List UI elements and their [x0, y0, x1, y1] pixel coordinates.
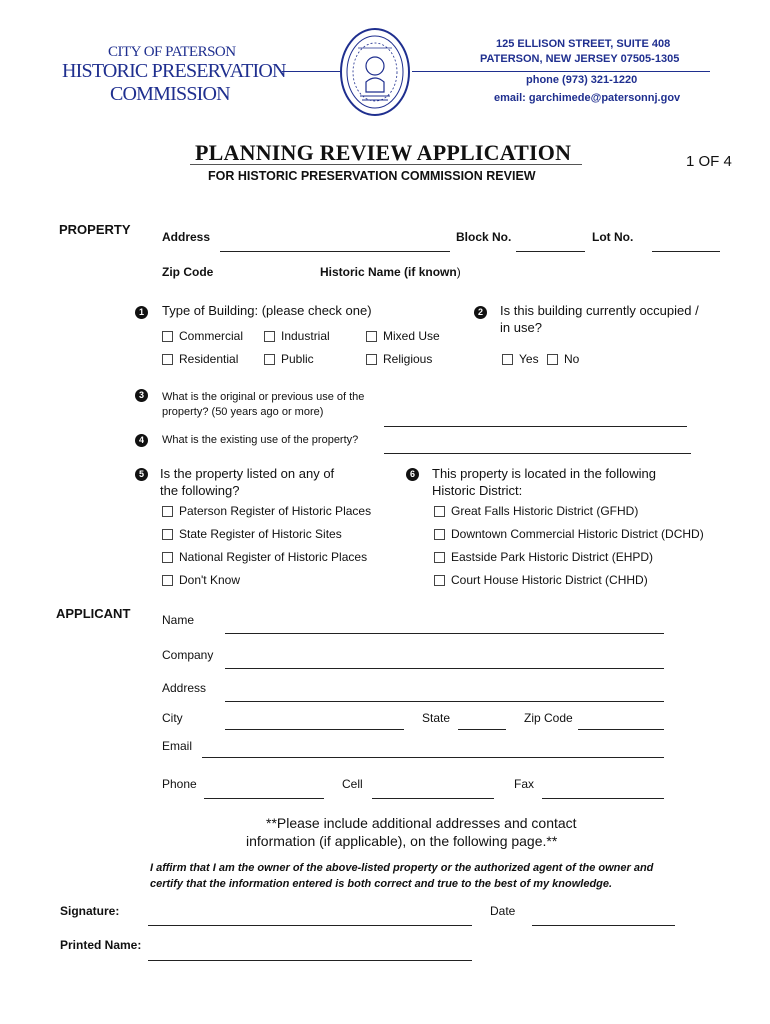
- applicant-company-label: Company: [162, 648, 214, 662]
- checkbox-commercial[interactable]: [162, 331, 173, 342]
- section-label-property: PROPERTY: [59, 222, 131, 237]
- address-label: Address: [162, 230, 211, 244]
- header-rule-right: [412, 71, 710, 72]
- q3-label-line2: property? (50 years ago or more): [162, 406, 324, 418]
- signature-label: Signature:: [60, 904, 120, 918]
- checkbox-chhd[interactable]: [434, 575, 445, 586]
- page-indicator: 1 OF 4: [686, 153, 732, 170]
- applicant-cell-field[interactable]: [372, 798, 494, 799]
- checkbox-dchd[interactable]: [434, 529, 445, 540]
- checkbox-religious[interactable]: [366, 354, 377, 365]
- question-number-6: 6: [406, 468, 419, 481]
- checkbox-ehpd[interactable]: [434, 552, 445, 563]
- option-ehpd-label: Eastside Park Historic District (EHPD): [451, 550, 654, 564]
- checkbox-public[interactable]: [264, 354, 275, 365]
- date-label: Date: [490, 904, 516, 918]
- form-title: PLANNING REVIEW APPLICATION: [195, 140, 572, 165]
- q4-answer-field[interactable]: [384, 453, 691, 454]
- q3-answer-field[interactable]: [384, 426, 687, 427]
- contact-address-line2: PATERSON, NEW JERSEY 07505-1305: [480, 53, 680, 65]
- applicant-email-field[interactable]: [202, 757, 664, 758]
- historic-name-label-paren: ): [456, 265, 461, 279]
- applicant-zip-field[interactable]: [578, 729, 664, 730]
- applicant-zip-label: Zip Code: [524, 711, 573, 725]
- historic-name-label-text: Historic Name (if known: [320, 265, 457, 279]
- option-paterson-register[interactable]: [162, 504, 371, 518]
- option-dont-know-label: Don't Know: [179, 573, 240, 587]
- applicant-fax-field[interactable]: [542, 798, 664, 799]
- checkbox-paterson-register[interactable]: [162, 506, 173, 517]
- form-title-underline: [190, 164, 582, 165]
- option-national-register-label: National Register of Historic Places: [179, 550, 368, 564]
- question-number-4: 4: [135, 434, 148, 447]
- applicant-state-label: State: [422, 711, 451, 725]
- question-number-3: 3: [135, 389, 148, 402]
- checkbox-no[interactable]: [547, 354, 558, 365]
- section-label-applicant: APPLICANT: [56, 606, 131, 621]
- option-commercial-label: Commercial: [179, 329, 244, 343]
- contact-address-line1: 125 ELLISON STREET, SUITE 408: [496, 38, 671, 50]
- q6-label-line1: This property is located in the following: [432, 466, 657, 481]
- option-mixed-use[interactable]: [366, 329, 440, 343]
- q3-label-line1: What is the original or previous use of the: [162, 391, 365, 403]
- option-residential[interactable]: [162, 352, 238, 366]
- applicant-name-label: Name: [162, 613, 195, 627]
- checkbox-dont-know[interactable]: [162, 575, 173, 586]
- q6-label-line2: Historic District:: [432, 483, 523, 498]
- q2-label-line1: Is this building currently occupied /: [500, 303, 699, 318]
- applicant-company-field[interactable]: [225, 668, 664, 669]
- org-name-line1: CITY OF PATERSON: [108, 44, 236, 60]
- checkbox-mixed-use[interactable]: [366, 331, 377, 342]
- date-field[interactable]: [532, 925, 675, 926]
- applicant-address-field[interactable]: [225, 701, 664, 702]
- option-religious-label: Religious: [383, 352, 433, 366]
- address-field[interactable]: [220, 251, 450, 252]
- lot-label: Lot No.: [592, 230, 634, 244]
- option-industrial-label: Industrial: [281, 329, 330, 343]
- contact-email: email: garchimede@patersonnj.gov: [494, 92, 681, 104]
- option-no-label: No: [564, 352, 580, 366]
- checkbox-gfhd[interactable]: [434, 506, 445, 517]
- applicant-city-label: City: [162, 711, 183, 725]
- additional-info-note-line2: information (if applicable), on the following page.**: [246, 833, 558, 849]
- checkbox-yes[interactable]: [502, 354, 513, 365]
- org-name-line2: HISTORIC PRESERVATION: [62, 60, 286, 82]
- option-chhd[interactable]: [434, 573, 648, 587]
- option-state-register-label: State Register of Historic Sites: [179, 527, 342, 541]
- printed-name-field[interactable]: [148, 960, 472, 961]
- additional-info-note-line1: **Please include additional addresses and contact: [266, 815, 577, 831]
- q5-label-line1: Is the property listed on any of: [160, 466, 335, 481]
- option-public[interactable]: [264, 352, 314, 366]
- question-number-2: 2: [474, 306, 487, 319]
- header-rule-left: [282, 71, 340, 72]
- q4-label: What is the existing use of the property?: [162, 434, 359, 446]
- option-no[interactable]: [547, 352, 579, 366]
- org-name-line3: COMMISSION: [110, 83, 230, 105]
- contact-phone: phone (973) 321-1220: [526, 74, 638, 86]
- option-dchd[interactable]: [434, 527, 704, 541]
- applicant-name-field[interactable]: [225, 633, 664, 634]
- checkbox-residential[interactable]: [162, 354, 173, 365]
- option-paterson-register-label: Paterson Register of Historic Places: [179, 504, 372, 518]
- option-gfhd[interactable]: [434, 504, 638, 518]
- checkbox-national-register[interactable]: [162, 552, 173, 563]
- block-label: Block No.: [456, 230, 512, 244]
- option-dchd-label: Downtown Commercial Historic District (DCHD): [451, 527, 704, 541]
- option-commercial[interactable]: [162, 329, 243, 343]
- checkbox-state-register[interactable]: [162, 529, 173, 540]
- applicant-fax-label: Fax: [514, 777, 535, 791]
- block-field[interactable]: [516, 251, 585, 252]
- question-number-5: 5: [135, 468, 148, 481]
- option-residential-label: Residential: [179, 352, 239, 366]
- printed-name-label: Printed Name:: [60, 938, 142, 952]
- option-yes[interactable]: [502, 352, 539, 366]
- zip-label: Zip Code: [162, 265, 214, 279]
- signature-field[interactable]: [148, 925, 472, 926]
- option-yes-label: Yes: [519, 352, 539, 366]
- option-public-label: Public: [281, 352, 314, 366]
- affirmation-line2: certify that the information entered is both correct and true to the best of my knowledge.: [150, 878, 613, 890]
- applicant-cell-label: Cell: [342, 777, 363, 791]
- historic-name-label: [320, 265, 461, 279]
- form-subtitle: FOR HISTORIC PRESERVATION COMMISSION REVIEW: [208, 169, 536, 183]
- option-ehpd[interactable]: [434, 550, 653, 564]
- applicant-email-label: Email: [162, 739, 193, 753]
- q1-label: Type of Building: (please check one): [162, 303, 372, 318]
- applicant-phone-label: Phone: [162, 777, 197, 791]
- option-religious[interactable]: [366, 352, 432, 366]
- checkbox-industrial[interactable]: [264, 331, 275, 342]
- applicant-phone-field[interactable]: [204, 798, 324, 799]
- option-industrial[interactable]: [264, 329, 330, 343]
- option-mixed-use-label: Mixed Use: [383, 329, 440, 343]
- option-chhd-label: Court House Historic District (CHHD): [451, 573, 648, 587]
- q5-label-line2: the following?: [160, 483, 240, 498]
- city-seal-icon: [338, 26, 412, 118]
- option-national-register[interactable]: [162, 550, 367, 564]
- option-state-register[interactable]: [162, 527, 342, 541]
- applicant-address-label: Address: [162, 681, 207, 695]
- question-number-1: 1: [135, 306, 148, 319]
- option-gfhd-label: Great Falls Historic District (GFHD): [451, 504, 639, 518]
- affirmation-line1: I affirm that I am the owner of the above-listed property or the authorized agent of the owner and: [150, 862, 654, 874]
- option-dont-know[interactable]: [162, 573, 240, 587]
- applicant-city-field[interactable]: [225, 729, 404, 730]
- lot-field[interactable]: [652, 251, 720, 252]
- q2-label-line2: in use?: [500, 320, 542, 335]
- applicant-state-field[interactable]: [458, 729, 506, 730]
